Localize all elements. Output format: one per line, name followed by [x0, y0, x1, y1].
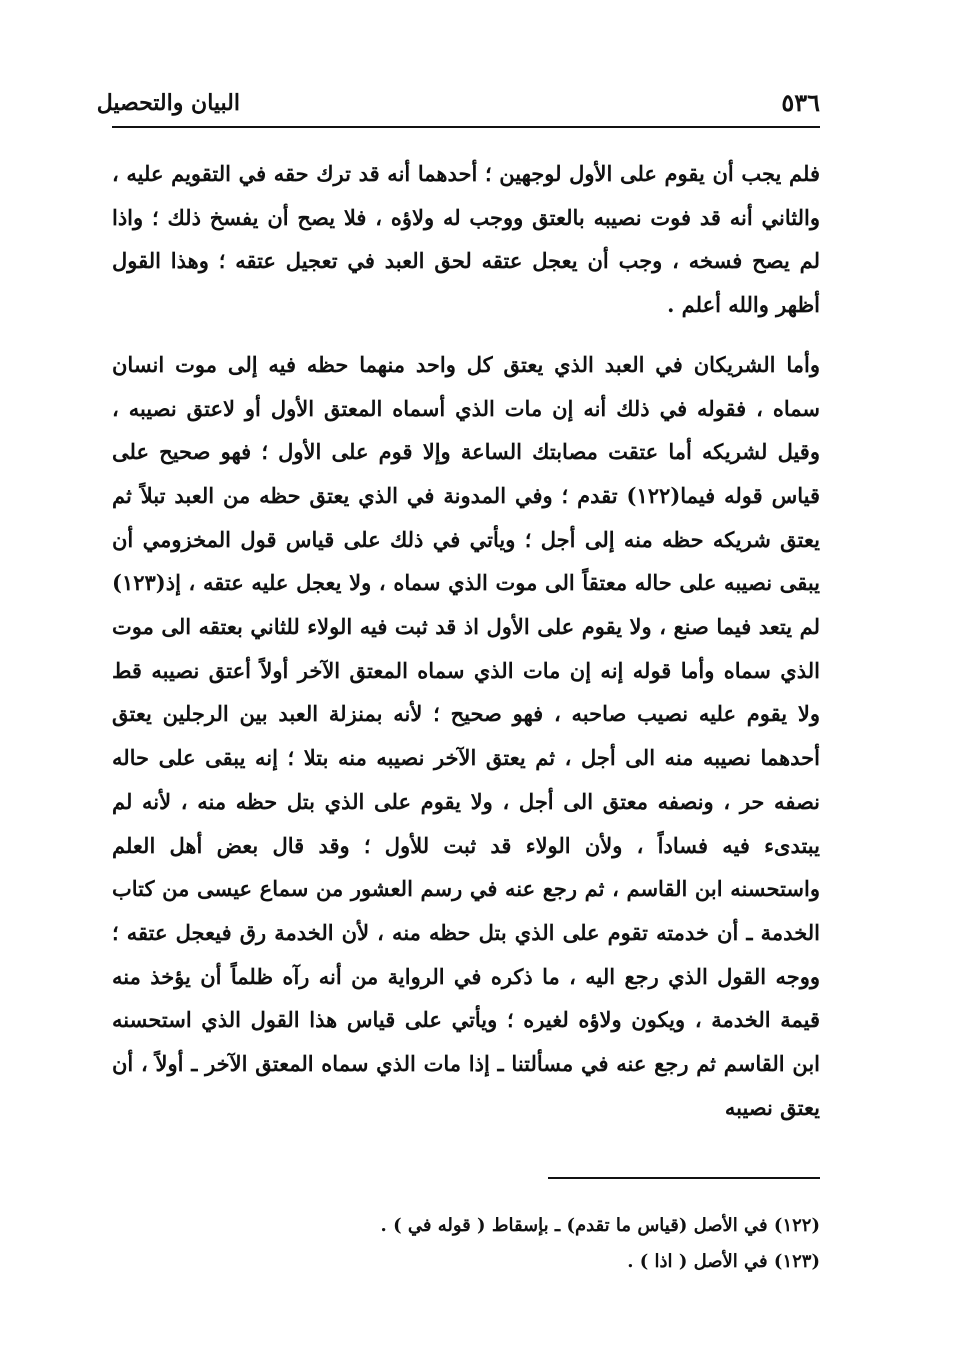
- footnote-122: (١٢٢) في الأصل (قياس ما تقدم) ـ بإسقاط ( قوله في ) .: [380, 1215, 820, 1236]
- page-number: ٥٣٦: [781, 88, 820, 117]
- running-title: البيان والتحصيل: [96, 90, 240, 116]
- page-header: [96, 82, 820, 126]
- paragraph-1: فلم يجب أن يقوم على الأول لوجهين ؛ أحدهما أنه قد ترك حقه في التقويم عليه ، والثاني أنه قد فوت نصيبه بالعتق ووجب له ولاؤه ، فلا يصح أن يفسخ ذلك ؛ واذا لم يصح فسخه ، وجب أن يعجل عتقه لحق العبد في تعجيل عتقه ؛ وهذا القول أظهر والله أعلم .: [112, 161, 820, 318]
- footnote-divider: [548, 1177, 820, 1179]
- header-divider: [112, 126, 820, 128]
- footnotes: [112, 1208, 820, 1280]
- paragraph-2: وأما الشريكان في العبد الذي يعتق كل واحد منهما حظه فيه إلى موت انسان سماه ، فقوله في ذلك أنه إن مات الذي أسماه المعتق الأول أو لاعتق نصيبه ، وقيل لشريكه أما عتقت مصابتك الساعة وإلا قوم على الأول ؛ فهو صحيح على قياس قوله فيما(١٢٢) تقدم ؛ وفي المدونة في الذي يعتق حظه من العبد تبلاً ثم يعتق شريكه حظه منه إلى أجل ؛ ويأتي في ذلك على قياس قول المخزومي أن يبقى نصيبه على حاله معتقاً الى موت الذي سماه ، ولا يعجل عليه عتقه ، إذ(١٢٣) لم يتعد فيما صنع ، ولا يقوم على الأول اذ قد ثبت فيه الولاء للثاني بعتقه الى موت الذي سماه وأما قوله إنه إن مات الذي سماه المعتق الآخر أولاً أعتق نصيبه قط ولا يقوم عليه نصيب صاحبه ، فهو صحيح ؛ لأنه بمنزلة العبد بين الرجلين يعتق أحدهما نصيبه منه الى أجل ، ثم يعتق الآخر نصيبه منه بتلا ؛ إنه يبقى على حاله نصفه حر ، ونصفه معتق الى أجل ، ولا يقوم على الذي بتل حظه منه ، لأنه لم يبتدىء فيه فساداً ، ولأن الولاء قد ثبت للأول ؛ وقد قال بعض أهل العلم واستحسنه ابن القاسم ، ثم رجع عنه في رسم العشور من سماع عيسى من كتاب الخدمة ـ أن خدمته تقوم على الذي بتل حظه منه ، لأن الخدمة رق فيعجل عتقه ؛ ووجه القول الذي رجع اليه ، ما ذكره في الرواية من أنه رآه ظلماً أن يؤخذ منه قيمة الخدمة ، ويكون ولاؤه لغيره ؛ ويأتي على قياس هذا القول الذي استحسنه ابن القاسم ثم رجع عنه في مسألتنا ـ إذا مات الذي سماه المعتق الآخر ـ أولاً ، أن يعتق نصيبه: [112, 351, 820, 1120]
- footnote-123: (١٢٣) في الأصل ( اذا ) .: [627, 1251, 820, 1272]
- main-text: [112, 152, 820, 1129]
